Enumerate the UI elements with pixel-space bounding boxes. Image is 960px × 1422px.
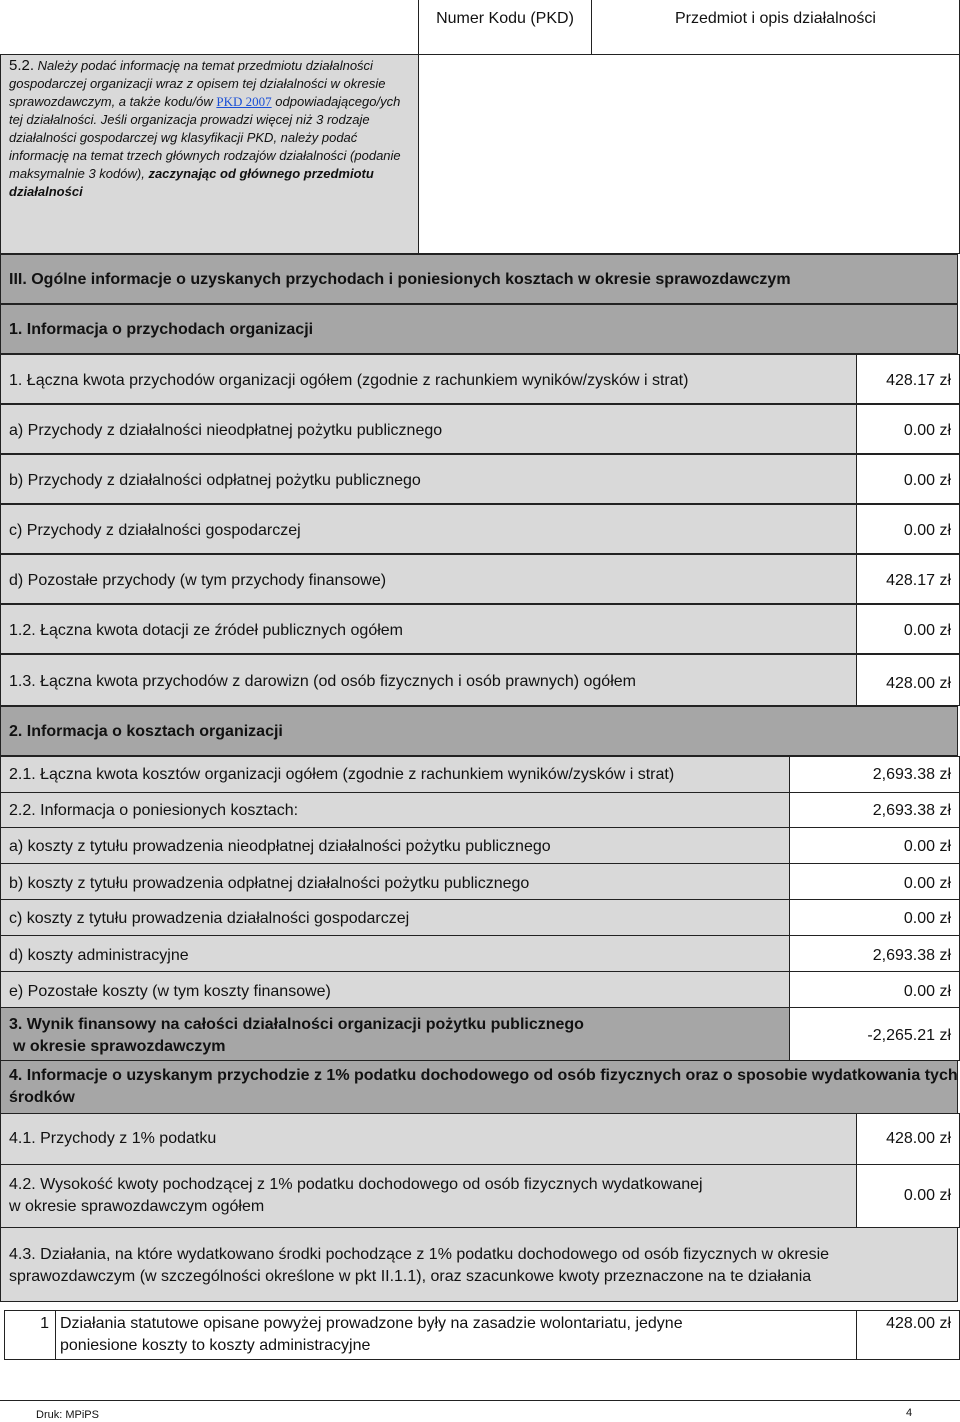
- one-percent-spent-value: 0.00 zł: [903, 1187, 951, 1204]
- donations-label: 1.3. Łączna kwota przychodów z darowizn (od osób fizycznych i osób prawnych) ogółem: [9, 673, 636, 690]
- subsidies-row: [0, 604, 857, 654]
- costs-d-row: [0, 935, 790, 972]
- income-a-value: 0.00 zł: [903, 422, 951, 439]
- costs-b-row: [0, 863, 790, 900]
- one-percent-spent-row: [0, 1164, 857, 1228]
- costs-total-cell: [789, 756, 960, 793]
- footer-page-number: 4: [906, 1407, 913, 1419]
- pkd-intro-bold: zaczynając od głównego przedmiotu działalności: [9, 166, 374, 199]
- costs-d-cell: [789, 935, 960, 972]
- costs-section-header: [0, 706, 958, 756]
- subsidies-label: 1.2. Łączna kwota dotacji ze źródeł publicznych ogółem: [9, 622, 403, 639]
- one-percent-title-line2: środków: [9, 1089, 75, 1106]
- income-c-value: 0.00 zł: [903, 522, 951, 539]
- costs-c-value: 0.00 zł: [903, 910, 951, 927]
- costs-c-cell: [789, 899, 960, 936]
- costs-info-label: 2.2. Informacja o poniesionych kosztach:: [9, 802, 299, 819]
- costs-total-row: [0, 756, 790, 793]
- income-d-row: [0, 554, 857, 604]
- result-label-line1: 3. Wynik finansowy na całości działalności organizacji pożytku publicznego: [9, 1016, 584, 1033]
- income-section-header: [0, 304, 958, 354]
- activity-number: 1: [40, 1315, 49, 1332]
- costs-info-value: 2,693.38 zł: [872, 802, 951, 819]
- one-percent-title-line1: 4. Informacje o uzyskanym przychodzie z 1% podatku dochodowego od osób fizycznych oraz o sposobie wydatkowania tych: [9, 1067, 958, 1084]
- income-c-cell: [856, 504, 960, 554]
- donations-cell: [856, 654, 960, 706]
- pkd-intro-part1: Należy podać informację na temat przedmiotu działalności gospodarczej organizacji wraz z opisem tej działalności w okresie sprawozdawczym, a także kodu/ów: [9, 58, 386, 109]
- income-b-label: b) Przychody z działalności odpłatnej pożytku publicznego: [9, 472, 421, 489]
- costs-info-cell: [789, 792, 960, 828]
- income-b-row: [0, 454, 857, 504]
- income-a-cell: [856, 404, 960, 454]
- costs-b-label: b) koszty z tytułu prowadzenia odpłatnej działalności pożytku publicznego: [9, 875, 530, 892]
- costs-e-label: e) Pozostałe koszty (w tym koszty finansowe): [9, 983, 331, 1000]
- activity-amount-cell: [856, 1310, 960, 1360]
- one-percent-actions-row: [0, 1227, 958, 1302]
- costs-e-row: [0, 971, 790, 1008]
- one-percent-income-value: 428.00 zł: [886, 1130, 951, 1147]
- costs-e-value: 0.00 zł: [903, 983, 951, 1000]
- pkd-intro-cell: [0, 54, 419, 254]
- result-value: -2,265.21 zł: [867, 1027, 951, 1044]
- income-total-row: [0, 354, 857, 404]
- one-percent-income-cell: [856, 1113, 960, 1165]
- activity-description-line1: Działania statutowe opisane powyżej prowadzone były na zasadzie wolontariatu, jedyne: [60, 1315, 683, 1332]
- costs-a-cell: [789, 827, 960, 864]
- section-iii-title: III. Ogólne informacje o uzyskanych przychodach i poniesionych kosztach w okresie sprawozdawczym: [9, 271, 791, 288]
- costs-e-cell: [789, 971, 960, 1008]
- costs-a-row: [0, 827, 790, 864]
- costs-d-value: 2,693.38 zł: [872, 947, 951, 964]
- section-iii-header: [0, 254, 958, 304]
- result-label-line2: w okresie sprawozdawczym: [13, 1038, 226, 1055]
- subsidies-value: 0.00 zł: [903, 622, 951, 639]
- pkd-2007-link[interactable]: PKD 2007: [216, 94, 272, 109]
- costs-total-value: 2,693.38 zł: [872, 766, 951, 783]
- pkd-intro-part3: Jeśli organizacja prowadzi więcej niż 3 rodzaje działalności gospodarczej wg klasyfikacji PKD, należy podać informację na temat trzech głównych rodzajów działalności (podanie maksymalnie 3 kodów),: [9, 112, 401, 181]
- pkd-desc-header-cell: [591, 0, 960, 55]
- income-a-row: [0, 404, 857, 454]
- pkd-code-header: Numer Kodu (PKD): [436, 10, 574, 27]
- one-percent-spent-cell: [856, 1164, 960, 1228]
- activity-description-cell: [55, 1310, 857, 1360]
- costs-c-row: [0, 899, 790, 936]
- footer-print-label: Druk: MPiPS: [36, 1409, 99, 1421]
- one-percent-actions-line1: 4.3. Działania, na które wydatkowano środki pochodzące z 1% podatku dochodowego od osób fizycznych w okresie: [9, 1246, 830, 1263]
- costs-info-row: [0, 792, 790, 828]
- one-percent-actions-line2: sprawozdawczym (w szczególności określone w pkt II.1.1), oraz szacunkowe kwoty przeznaczone na te działania: [9, 1268, 812, 1285]
- costs-total-label: 2.1. Łączna kwota kosztów organizacji ogółem (zgodnie z rachunkiem wyników/zysków i strat): [9, 766, 675, 783]
- subsidies-cell: [856, 604, 960, 654]
- one-percent-header: [0, 1060, 958, 1114]
- income-b-cell: [856, 454, 960, 504]
- income-total-value: 428.17 zł: [886, 372, 951, 389]
- one-percent-income-label: 4.1. Przychody z 1% podatku: [9, 1130, 217, 1147]
- income-total-label: 1. Łączna kwota przychodów organizacji ogółem (zgodnie z rachunkiem wyników/zysków i strat): [9, 372, 689, 389]
- footer-divider: [0, 1400, 960, 1401]
- costs-a-label: a) koszty z tytułu prowadzenia nieodpłatnej działalności pożytku publicznego: [9, 838, 551, 855]
- one-percent-spent-line1: 4.2. Wysokość kwoty pochodzącej z 1% podatku dochodowego od osób fizycznych wydatkowanej: [9, 1176, 703, 1193]
- income-b-value: 0.00 zł: [903, 472, 951, 489]
- one-percent-spent-line2: w okresie sprawozdawczym ogółem: [9, 1198, 265, 1215]
- income-c-row: [0, 504, 857, 554]
- activity-amount: 428.00 zł: [886, 1315, 951, 1332]
- pkd-code-header-cell: [418, 0, 592, 55]
- income-d-label: d) Pozostałe przychody (w tym przychody finansowe): [9, 572, 387, 589]
- result-cell: [789, 1007, 960, 1061]
- costs-section-title: 2. Informacja o kosztach organizacji: [9, 723, 283, 740]
- costs-b-cell: [789, 863, 960, 900]
- pkd-section-number: 5.2.: [9, 57, 35, 74]
- result-row: [0, 1007, 790, 1061]
- costs-a-value: 0.00 zł: [903, 838, 951, 855]
- income-a-label: a) Przychody z działalności nieodpłatnej pożytku publicznego: [9, 422, 443, 439]
- costs-d-label: d) koszty administracyjne: [9, 947, 189, 964]
- costs-b-value: 0.00 zł: [903, 875, 951, 892]
- activity-number-cell: [4, 1310, 56, 1360]
- donations-value: 428.00 zł: [886, 675, 951, 692]
- income-d-cell: [856, 554, 960, 604]
- income-total-cell: [856, 354, 960, 404]
- pkd-intro-text: [9, 57, 411, 201]
- pkd-desc-header: Przedmiot i opis działalności: [675, 10, 876, 27]
- costs-c-label: c) koszty z tytułu prowadzenia działalności gospodarczej: [9, 910, 410, 927]
- income-d-value: 428.17 zł: [886, 572, 951, 589]
- pkd-intro-part2: odpowiadającego/ych tej działalności.: [9, 94, 401, 127]
- activity-description-line2: poniesione koszty to koszty administracyjne: [60, 1337, 371, 1354]
- income-c-label: c) Przychody z działalności gospodarczej: [9, 522, 301, 539]
- pkd-value-cell[interactable]: [418, 54, 960, 254]
- income-section-title: 1. Informacja o przychodach organizacji: [9, 321, 314, 338]
- one-percent-income-row: [0, 1113, 857, 1165]
- donations-row: [0, 654, 857, 706]
